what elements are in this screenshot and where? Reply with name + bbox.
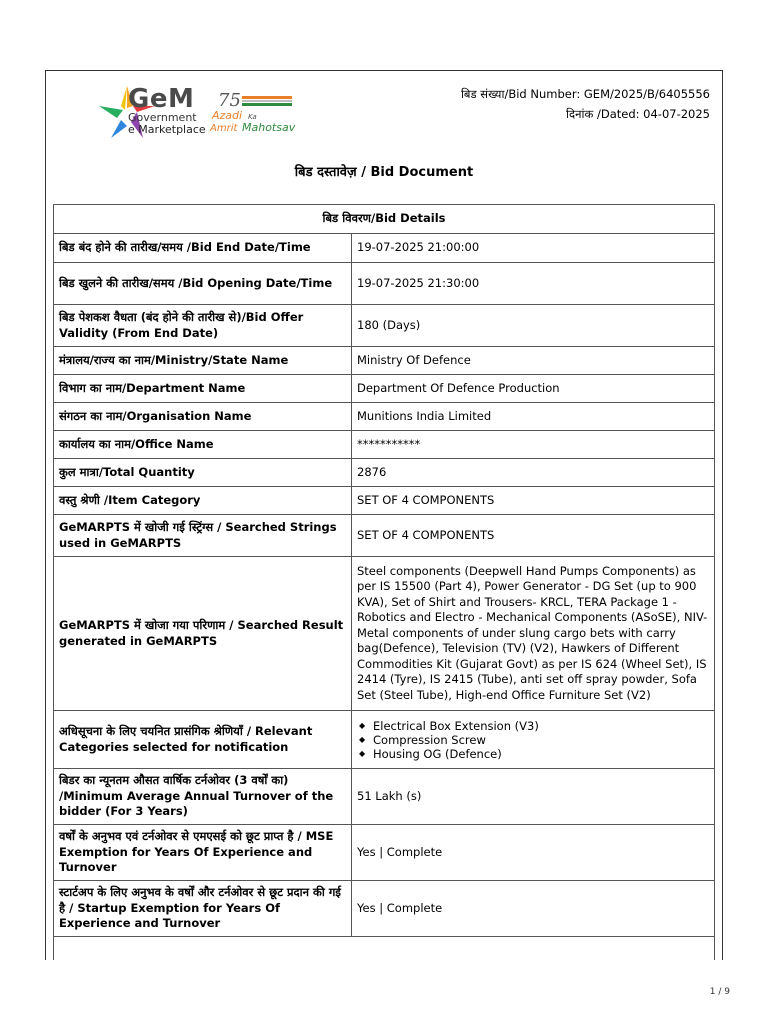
row-label: संगठन का नाम/Organisation Name — [54, 403, 352, 431]
row-value: SET OF 4 COMPONENTS — [352, 487, 715, 515]
azadi-line1: Azadi — [212, 109, 243, 122]
table-row — [54, 769, 715, 825]
table-row — [54, 825, 715, 881]
azadi-line3: Mahotsav — [242, 121, 296, 134]
table-heading-row — [54, 205, 715, 234]
table-row — [54, 487, 715, 515]
bid-number: बिड संख्या/Bid Number: GEM/2025/B/6405556 — [460, 87, 710, 101]
table-row — [54, 403, 715, 431]
row-label: बिड बंद होने की तारीख/समय /Bid End Date/Time — [54, 234, 352, 263]
table-row — [54, 515, 715, 557]
gem-brand-line1: Government — [128, 111, 197, 124]
row-label: वस्तु श्रेणी /Item Category — [54, 487, 352, 515]
row-value: Munitions India Limited — [352, 403, 715, 431]
row-label: बिडर का न्यूनतम औसत वार्षिक टर्नओवर (3 वर्षों का) /Minimum Average Annual Turnover of the bidder (For 3 Years) — [54, 769, 352, 825]
table-row — [54, 459, 715, 487]
row-value: Yes | Complete — [352, 881, 715, 937]
table-row — [54, 263, 715, 305]
row-value: 19-07-2025 21:30:00 — [352, 263, 715, 305]
azadi-ka-amrit-mahotsav-logo-icon — [208, 88, 298, 136]
gem-brand-line2: e Marketplace — [128, 123, 206, 136]
page-number: 1 / 9 — [709, 987, 730, 997]
row-label: GeMARPTS में खोजा गया परिणाम / Searched Result generated in GeMARPTS — [54, 557, 352, 711]
bid-date: दिनांक /Dated: 04-07-2025 — [566, 107, 710, 121]
table-row — [54, 234, 715, 263]
row-value: SET OF 4 COMPONENTS — [352, 515, 715, 557]
table-row-categories — [54, 711, 715, 769]
row-label: GeMARPTS में खोजी गई स्ट्रिंग्स / Searched Strings used in GeMARPTS — [54, 515, 352, 557]
row-value: Department Of Defence Production — [352, 375, 715, 403]
azadi-ka: Ka — [248, 113, 257, 121]
row-label: विभाग का नाम/Department Name — [54, 375, 352, 403]
table-row — [54, 375, 715, 403]
row-label: कार्यालय का नाम/Office Name — [54, 431, 352, 459]
document-title: बिड दस्तावेज़ / Bid Document — [294, 165, 474, 180]
categories-list — [357, 719, 709, 761]
table-heading: बिड विवरण/Bid Details — [54, 205, 715, 234]
next-section-border — [53, 936, 715, 960]
row-value-categories — [352, 711, 715, 769]
category-item: ◆ Housing OG (Defence) — [369, 747, 709, 761]
row-label: स्टार्टअप के लिए अनुभव के वर्षों और टर्नओवर से छूट प्रदान की गई है / Startup Exemption for Years Of Experience and Turnover — [54, 881, 352, 937]
table-row — [54, 347, 715, 375]
bid-meta — [461, 84, 710, 124]
azadi-75: 75 — [218, 90, 241, 111]
azadi-line2: Amrit — [210, 123, 238, 134]
table-row — [54, 881, 715, 937]
row-value: 51 Lakh (s) — [352, 769, 715, 825]
row-value: 2876 — [352, 459, 715, 487]
table-row — [54, 557, 715, 711]
table-row — [54, 431, 715, 459]
table-row — [54, 305, 715, 347]
row-label: वर्षों के अनुभव एवं टर्नओवर से एमएसई को छूट प्राप्त है / MSE Exemption for Years Of Experience and Turnover — [54, 825, 352, 881]
row-label: कुल मात्रा/Total Quantity — [54, 459, 352, 487]
gem-brand — [128, 86, 206, 136]
row-label: बिड खुलने की तारीख/समय /Bid Opening Date/Time — [54, 263, 352, 305]
row-value: Ministry Of Defence — [352, 347, 715, 375]
row-value: *********** — [352, 431, 715, 459]
row-value: 180 (Days) — [352, 305, 715, 347]
row-label: बिड पेशकश वैधता (बंद होने की तारीख से)/Bid Offer Validity (From End Date) — [54, 305, 352, 347]
row-label: अधिसूचना के लिए चयनित प्रासंगिक श्रेणियाँ / Relevant Categories selected for notification — [54, 711, 352, 769]
row-value: 19-07-2025 21:00:00 — [352, 234, 715, 263]
gem-brand-name: GeM — [128, 84, 195, 114]
row-value: Yes | Complete — [352, 825, 715, 881]
row-value: Steel components (Deepwell Hand Pumps Components) as per IS 15500 (Part 4), Power Generator - DG Set (up to 900 KVA), Set of Shirt and Trousers- KRCL, TERA Package 1 - Robotics and Electro - Mechanical Components (ASoSE), NIV-Metal components of under slung cargo bets with carry bag(Defence), Television (TV) (V2), Hawkers of Different Commodities Kit (Gujarat Govt) as per IS 624 (Wheel Set), IS 2414 (Tyre), IS 2415 (Tube), anti set off spray powder, Sofa Set (Steel Tube), High-end Office Furniture Set (V2) — [352, 557, 715, 711]
row-label: मंत्रालय/राज्य का नाम/Ministry/State Name — [54, 347, 352, 375]
category-item: ◆ Compression Screw — [369, 733, 709, 747]
bid-details-table — [53, 204, 715, 937]
category-item: ◆ Electrical Box Extension (V3) — [369, 719, 709, 733]
